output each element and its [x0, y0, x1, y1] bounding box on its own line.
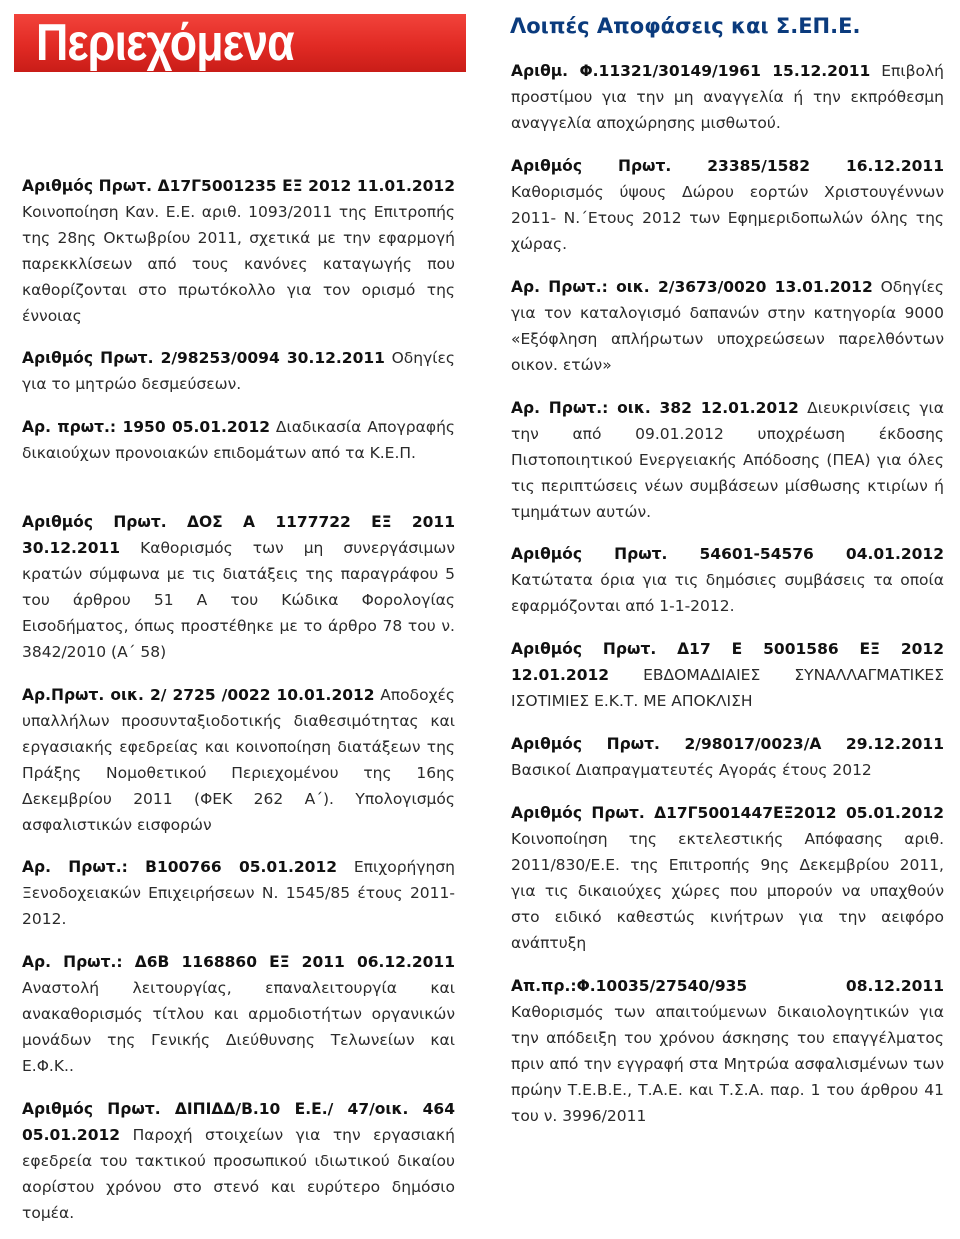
decision-entry[interactable]: [511, 153, 944, 257]
decision-entry[interactable]: [511, 973, 944, 1129]
decision-reference: Αρ. πρωτ.: 1950 05.01.2012: [22, 418, 271, 436]
decision-reference: Αρ. Πρωτ.: οικ. 382 12.01.2012: [511, 399, 799, 417]
decision-reference: Αρ.Πρωτ. οικ. 2/ 2725 /0022 10.01.2012: [22, 686, 375, 704]
decision-description: Διευκρινίσεις για την από 09.01.2012 υποχρέωση έκδοσης Πιστοποιητικού Ενεργειακής Απόδοσης (ΠΕΑ) για όλες τις περιπτώσεις νέων συμβάσεων μίσθωσης κτιρίων ή τμημάτων αυτών.: [511, 399, 944, 521]
decision-entry[interactable]: [22, 173, 455, 329]
decision-entry[interactable]: [511, 395, 944, 525]
decision-reference: Αριθμός Πρωτ. Δ17 Ε 5001586 ΕΞ 2012 12.01.2012: [511, 640, 944, 684]
decision-description: Βασικοί Διαπραγματευτές Αγοράς έτους 2012: [511, 761, 872, 779]
decision-entry[interactable]: [22, 1096, 455, 1226]
decision-entry[interactable]: [22, 509, 455, 665]
decision-entry[interactable]: [511, 800, 944, 956]
decision-description: Παροχή στοιχείων για την εργασιακή εφεδρεία του τακτικού προσωπικού ιδιωτικού δικαίου αορίστου χρόνου στο στενό και ευρύτερο δημόσιο τομέα.: [22, 1126, 455, 1222]
decision-entry[interactable]: [22, 854, 455, 932]
decision-reference: Αριθμός Πρωτ. Δ17Γ5001235 ΕΞ 2012 11.01.2012: [22, 177, 455, 195]
contents-banner: [14, 14, 466, 72]
decision-description: Αποδοχές υπαλλήλων προσυνταξιοδοτικής διαθεσιμότητας και εργασιακής εφεδρείας και κοινοποίηση διατάξεων της Πράξης Νομοθετικού Περιεχομένου της 16ης Δεκεμβρίου 2011 (ΦΕΚ 262 Α΄). Υπολογισμός ασφαλιστικών εισφορών: [22, 686, 456, 834]
decision-entry[interactable]: [511, 58, 944, 136]
decision-description: Καθορισμός ύψους Δώρου εορτών Χριστουγέννων 2011- Ν.΄Ετους 2012 των Εφημεριδοπωλών όλης της χώρας.: [511, 183, 944, 253]
decision-description: ΕΒΔΟΜΑΔΙΑΙΕΣ ΣΥΝΑΛΛΑΓΜΑΤΙΚΕΣ ΙΣΟΤΙΜΙΕΣ Ε.Κ.Τ. ΜΕ ΑΠΟΚΛΙΣΗ: [511, 666, 944, 710]
decision-reference: Απ.πρ.:Φ.10035/27540/935 08.12.2011: [511, 977, 944, 995]
decision-reference: Αριθμός Πρωτ. 23385/1582 16.12.2011: [511, 157, 944, 175]
banner-title: Περιεχόμενα: [36, 14, 294, 72]
decision-reference: Αρ. Πρωτ.: οικ. 2/3673/0020 13.01.2012: [511, 278, 873, 296]
other-decisions-heading: Λοιπές Αποφάσεις και Σ.ΕΠ.Ε.: [510, 14, 861, 38]
decision-description: Καθορισμός των απαιτούμενων δικαιολογητικών για την απόδειξη του χρόνου άσκησης του επαγγέλματος πριν από την εγγραφή στα Μητρώα ασφαλισμένων των πρώην Τ.Ε.Β.Ε., Τ.Α.Ε. και Τ.Σ.Α. παρ. 1 του άρθρου 41 του ν. 3996/2011: [511, 1003, 944, 1125]
decision-reference: Αριθμ. Φ.11321/30149/1961 15.12.2011: [511, 62, 871, 80]
decision-entry[interactable]: [511, 274, 944, 378]
decision-entry[interactable]: [511, 541, 944, 619]
decision-entry[interactable]: [22, 949, 455, 1079]
decision-description: Οδηγίες για το μητρώο δεσμεύσεων.: [22, 349, 455, 393]
decision-description: Καθορισμός των μη συνεργάσιμων κρατών σύμφωνα με τις διατάξεις της παραγράφου 5 του άρθρου 51 Α του Κώδικα Φορολογίας Εισοδήματος, όπως προστέθηκε με το άρθρο 78 του ν. 3842/2010 (Α΄ 58): [22, 539, 455, 661]
decision-description: Κοινοποίηση της εκτελεστικής Απόφασης αριθ. 2011/830/Ε.Ε. της Επιτροπής 9ης Δεκεμβρίου 2011, για τις δικαιούχες χώρες που μπορούν να υπαχθούν στο ειδικό καθεστώς κινήτρων για την αειφόρο ανάπτυξη: [511, 830, 944, 952]
decision-description: Κατώτατα όρια για τις δημόσιες συμβάσεις τα οποία εφαρμόζονται από 1-1-2012.: [511, 571, 944, 615]
decision-reference: Αρ. Πρωτ.: Δ6Β 1168860 ΕΞ 2011 06.12.2011: [22, 953, 455, 971]
decision-entry[interactable]: [22, 345, 455, 397]
decision-reference: Αριθμός Πρωτ. ΔΙΠΙΔΔ/Β.10 Ε.Ε./ 47/οικ. 464 05.01.2012: [22, 1100, 455, 1144]
decision-entry[interactable]: [22, 682, 455, 838]
decision-reference: Αριθμός Πρωτ. 2/98253/0094 30.12.2011: [22, 349, 385, 367]
decision-reference: Αριθμός Πρωτ. ΔΟΣ Α 1177722 ΕΞ 2011 30.12.2011: [22, 513, 455, 557]
decision-reference: Αριθμός Πρωτ. Δ17Γ5001447ΕΞ2012 05.01.2012: [511, 804, 944, 822]
decision-description: Επιχορήγηση Ξενοδοχειακών Επιχειρήσεων Ν. 1545/85 έτους 2011-2012.: [22, 858, 456, 928]
decision-description: Κοινοποίηση Καν. Ε.Ε. αριθ. 1093/2011 της Επιτροπής της 28ης Οκτωβρίου 2011, σχετικά με την εφαρμογή παρεκκλίσεων από τους κανόνες καταγωγής που καθορίζονται στο πρωτόκολλο για τον ορισμό της έννοιας: [22, 203, 455, 325]
decision-entry[interactable]: [22, 414, 455, 466]
decision-description: Διαδικασία Απογραφής δικαιούχων προνοιακών επιδομάτων από τα Κ.Ε.Π.: [22, 418, 455, 462]
decision-description: Επιβολή προστίμου για την μη αναγγελία ή την εκπρόθεσμη αναγγελία αποχώρησης μισθωτού.: [511, 62, 944, 132]
decision-reference: Αριθμός Πρωτ. 2/98017/0023/Α 29.12.2011: [511, 735, 944, 753]
decision-reference: Αριθμός Πρωτ. 54601-54576 04.01.2012: [511, 545, 944, 563]
decision-description: Οδηγίες για τον καταλογισμό δαπανών στην κατηγορία 9000 «Εξόφληση απλήρωτων υποχρεώσεων παρελθόντων οικον. ετών»: [511, 278, 944, 374]
decision-entry[interactable]: [511, 731, 944, 783]
decision-description: Αναστολή λειτουργίας, επαναλειτουργία και ανακαθορισμός τίτλου και αρμοδιοτήτων οργανικών μονάδων της Γενικής Διεύθυνσης Τελωνείων και Ε.Φ.Κ..: [22, 979, 455, 1075]
decision-reference: Αρ. Πρωτ.: Β100766 05.01.2012: [22, 858, 338, 876]
decision-entry[interactable]: [511, 636, 944, 714]
